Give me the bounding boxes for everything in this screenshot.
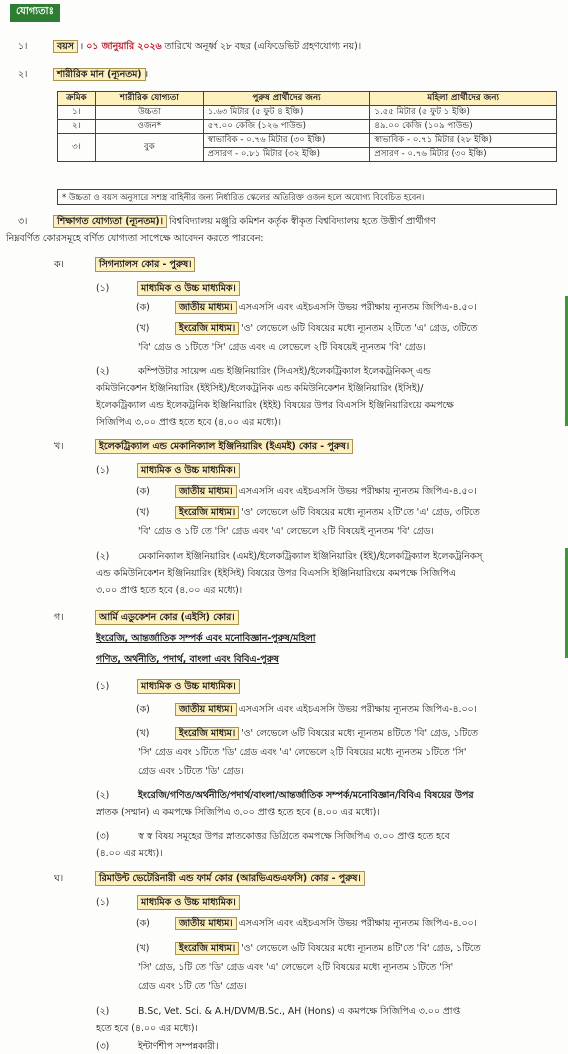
sub-number: (খ): [136, 728, 150, 739]
para-number: (১): [96, 283, 110, 294]
corps-title-signals: সিগন্যালস কোর - পুরুষ।: [96, 258, 194, 271]
english-medium-line: ইংরেজি মাধ্যম। 'ও' লেভেলে ৬টি বিষয়ের মধ্যে ন্যূনতম ২টিতে 'এ' গ্রেড, ৩টিতে: [176, 322, 477, 335]
item-number: ২।: [18, 69, 28, 80]
english-medium-line: ইংরেজি মাধ্যম। 'ও' লেভেলে ৬টি বিষয়ের মধ্যে ন্যূনতম ৪টিতে 'বি' গ্রেড, ১টিতে: [176, 727, 478, 740]
para-heading: মাধ্যমিক ও উচ্চ মাধ্যমিক।: [138, 896, 239, 909]
para-number: (১): [96, 465, 110, 476]
age-line: বয়স । ০১ জানুয়ারি ২০২৬ তারিখে অনূর্ধ্ব ২৮ বছর (এফিডেভিট গ্রহণযোগ্য নয়)।: [54, 40, 361, 53]
english-medium-cont: 'বি' গ্রেড ও ১টি তে 'সি' গ্রেড এবং 'এ' লেভেলে ২টি বিষয়েই ন্যূনতম 'বি' গ্রেড।: [138, 526, 434, 537]
para-text: মেকানিক্যাল ইঞ্জিনিয়ারিং (এমই)/ইলেকট্রিক্যাল ইঞ্জিনিয়ারিং (ইই)/ইলেকট্রিক্যাল ইলেকট্রনিকস্: [138, 551, 483, 562]
corps-letter: ঘ।: [54, 873, 64, 884]
para-heading: মাধ্যমিক ও উচ্চ মাধ্যমিক।: [138, 464, 239, 477]
table-cell: ২।: [58, 120, 96, 134]
english-medium-line: ইংরেজি মাধ্যম। 'ও' লেভেলে ৬টি বিষয়ের মধ্যে ন্যূনতম ২টি'তে 'এ' গ্রেড, ৩টিতে: [176, 506, 480, 519]
table-cell: স্বাভাবিক - ০.৭৬ মিটার (৩০ ইঞ্চি): [203, 134, 370, 148]
sub-number: (ক): [136, 486, 150, 497]
table-row: [58, 134, 557, 148]
table-header: পুরুষ প্রার্থীদের জন্য: [203, 92, 370, 106]
education-label: শিক্ষাগত যোগ্যতা (ন্যূনতম)।: [54, 216, 166, 227]
table-header-row: [58, 92, 557, 106]
para-text: স্নাতক (সম্মান) এ কমপক্ষে সিজিপিএ ৩.০০ প্রাপ্ত হতে হবে (৪.০০ এর মধ্যে)।: [96, 807, 380, 818]
national-medium-line: জাতীয় মাধ্যম। এসএসসি এবং এইচএসসি উভয় পরীক্ষায় ন্যূনতম জিপিএ-৪.০০।: [176, 917, 477, 930]
corps-letter: গ।: [54, 612, 64, 623]
corps-letter: খ।: [54, 441, 64, 452]
english-medium-cont: 'সি' গ্রেড এবং ১টিতে 'ডি' গ্রেড এবং 'এ' লেভেলে ২টি বিষয়ের মধ্যে ন্যূনতম ১টিতে 'সি': [138, 747, 467, 758]
para-number: (৩): [96, 831, 110, 842]
table-cell: ১.৬৩ মিটার (৫ ফুট ৪ ইঞ্চি): [203, 106, 370, 120]
english-medium-line: ইংরেজি মাধ্যম। 'ও' লেভেলে ৬টি বিষয়ের মধ্যে ন্যূনতম ৪টি'তে 'বি' গ্রেড, ১টিতে: [176, 942, 481, 955]
para-number: (৩): [96, 1041, 110, 1052]
physical-standard-table: [57, 91, 557, 162]
para-text: ইলেকট্রিক্যাল এন্ড ইলেকট্রনিক ইঞ্জিনিয়ারিং (ইইই) বিষয়ের উপর বিএসসি ইঞ্জিনিয়ারিংয়ে কমপক্ষে: [96, 400, 454, 411]
table-row: [58, 106, 557, 120]
para-text: হতে হবে (৪.০০ এর মধ্যে)।: [96, 1023, 198, 1034]
national-medium-line: জাতীয় মাধ্যম। এসএসসি এবং এইচএসসি উভয় পরীক্ষায় ন্যূনতম জিপিএ-৪.০০।: [176, 703, 477, 716]
para-text: স্ব স্ব বিষয় সমূহের উপর স্নাতকোত্তর ডিগ্রিতে কমপক্ষে সিজিপিএ ৩.০০ প্রাপ্ত হতে হবে: [138, 831, 450, 842]
table-cell: ৪৯.০০ কেজি (১০৯ পাউন্ড): [370, 120, 557, 134]
corps-title-eme: ইলেকট্রিক্যাল এন্ড মেকানিক্যাল ইঞ্জিনিয়ারিং (ইএমই) কোর - পুরুষ।: [96, 440, 352, 453]
english-medium-cont: গ্রেড এবং ১টিতে 'ডি' গ্রেড।: [138, 766, 244, 777]
sub-number: (খ): [136, 507, 150, 518]
para-text: কম্পিউটার সায়েন্স এন্ড ইঞ্জিনিয়ারিং (সিএসই)/ইলেকট্রিক্যাল ইলেকট্রনিকস্ এন্ড: [138, 366, 431, 377]
physical-standard-heading: শারীরিক মান (ন্যূনতম) ।: [54, 68, 148, 81]
sub-number: (খ): [136, 943, 150, 954]
section-heading: যোগ্যতাঃ: [10, 4, 60, 22]
para-number: (১): [96, 681, 110, 692]
item-number: ১।: [18, 41, 28, 52]
table-note: * উচ্চতা ও বয়স অনুসারে সশস্ত্র বাহিনীর জন্য নির্ধারিত স্কেলের অতিরিক্ত ওজন হলে অযোগ্য বিবেচিত হবেন।: [57, 189, 557, 205]
corps-title-rvfc: রিমাউন্ট ভেটেরিনারী এন্ড ফার্ম কোর (আরভিএন্ডএফসি) কোর - পুরুষ।: [96, 872, 364, 885]
table-cell: ওজন*: [95, 120, 203, 134]
para-text: ইংরেজি/গণিত/অর্থনীতি/পদার্থ/বাংলা/আন্তর্জাতিক সম্পর্ক/মনোবিজ্ঞান/বিবিএ বিষয়ের উপর: [138, 790, 474, 801]
para-text: সিজিপিএ ৩.০০ প্রাপ্ত হতে হবে (৪.০০ এর মধ্যে)।: [96, 417, 281, 428]
para-text: ৩.০০ প্রাপ্ত হতে হবে (৪.০০ এর মধ্যে)।: [96, 585, 243, 596]
para-heading: মাধ্যমিক ও উচ্চ মাধ্যমিক।: [138, 680, 239, 693]
para-number: (২): [96, 1006, 110, 1017]
sub-number: (ক): [136, 704, 150, 715]
sub-number: (ক): [136, 302, 150, 313]
english-medium-cont: গ্রেড এবং ১টি তে 'ডি' গ্রেড।: [138, 981, 247, 992]
table-cell: ৫৭.০০ কেজি (১২৬ পাউন্ড): [203, 120, 370, 134]
table-cell: স্বাভাবিক - ০.৭১ মিটার (২৮ ইঞ্চি): [370, 134, 557, 148]
age-text: তারিখে অনূর্ধ্ব ২৮ বছর (এফিডেভিট গ্রহণযোগ্য নয়)।: [164, 41, 362, 52]
corps-letter: ক।: [54, 259, 64, 270]
education-intro: শিক্ষাগত যোগ্যতা (ন্যূনতম)। বিশ্ববিদ্যালয় মঞ্জুরি কমিশন কর্তৃক স্বীকৃত বিশ্ববিদ্যালয় হতে উত্তীর্ণ প্রার্থীগণ: [54, 215, 436, 228]
table-cell: বুক: [95, 134, 203, 162]
table-header: শারীরিক যোগ্যতা: [95, 92, 203, 106]
table-header: ক্রমিক: [58, 92, 96, 106]
cutoff-date: ০১ জানুয়ারি ২০২৬: [86, 41, 162, 52]
national-medium-line: জাতীয় মাধ্যম। এসএসসি এবং এইচএসসি উভয় পরীক্ষায় ন্যূনতম জিপিএ-৪.৫০।: [176, 301, 477, 314]
education-intro-cont: নিম্নবর্ণিত কোরসমূহে বর্ণিত যোগ্যতা সাপেক্ষে আবেদন করতে পারবেন:: [6, 233, 264, 244]
corps-title-aec: আর্মি এডুকেশন কোর (এইসি) কোর।: [96, 611, 238, 624]
para-number: (২): [96, 790, 110, 801]
para-text: কমিউনিকেশন ইঞ্জিনিয়ারিং (ইইসিই)/ইলেকট্রনিক এন্ড কমিউনিকেশন ইঞ্জিনিয়ারিং (ইসিই)/: [96, 383, 424, 394]
para-number: (১): [96, 897, 110, 908]
sub-number: (ক): [136, 918, 150, 929]
para-heading: মাধ্যমিক ও উচ্চ মাধ্যমিক।: [138, 282, 239, 295]
para-text: (৪.০০ এর মধ্যে)।: [96, 848, 163, 859]
para-number: (২): [96, 366, 110, 377]
aec-subjects-male: গণিত, অর্থনীতি, পদার্থ, বাংলা এবং বিবিএ-পুরুষ: [96, 654, 279, 665]
english-medium-cont: 'বি' গ্রেড ও ১টিতে 'সি' গ্রেড এবং এ লেভেলে ২টি বিষয়েই ন্যূনতম 'বি' গ্রেড।: [138, 342, 426, 353]
table-row: [58, 120, 557, 134]
para-text: B.Sc, Vet. Sci. & A.H/DVM/B.Sc., AH (Hons) এ কমপক্ষে সিজিপিএ ৩.০০ প্রাপ্ত: [138, 1006, 461, 1017]
table-cell: ৩।: [58, 134, 96, 162]
table-header: মহিলা প্রার্থীদের জন্য: [370, 92, 557, 106]
age-label: বয়স: [54, 41, 77, 52]
para-text: এন্ড কমিউনিকেশন ইঞ্জিনিয়ারিং (ইইসিই) বিষয়ের উপর বিএসসি ইঞ্জিনিয়ারিংয়ে কমপক্ষে সিজিপিএ: [96, 568, 456, 579]
national-medium-line: জাতীয় মাধ্যম। এসএসসি এবং এইচএসসি উভয় পরীক্ষায় ন্যূনতম জিপিএ-৪.৫০।: [176, 485, 477, 498]
table-cell: উচ্চতা: [95, 106, 203, 120]
english-medium-cont: 'সি' গ্রেড, ১টি তে 'ডি' গ্রেড এবং 'এ' লেভেলে ২টি বিষয়ের মধ্যে ন্যূনতম ১টিতে 'সি': [138, 962, 454, 973]
table-cell: প্রসারণ - ০.৮১ মিটার (৩২ ইঞ্চি): [203, 148, 370, 162]
para-text: ইন্টার্ণশীপ সম্পন্নকারী।: [138, 1041, 219, 1052]
sub-number: (খ): [136, 323, 150, 334]
para-number: (২): [96, 551, 110, 562]
table-cell: ১.৫৫ মিটার (৫ ফুট ১ ইঞ্চি): [370, 106, 557, 120]
table-cell: প্রসারণ - ০.৭৬ মিটার (৩০ ইঞ্চি): [370, 148, 557, 162]
aec-subjects-male-female: ইংরেজি, আন্তর্জাতিক সম্পর্ক এবং মনোবিজ্ঞান-পুরুষ/মহিলা: [96, 633, 316, 644]
table-cell: ১।: [58, 106, 96, 120]
item-number: ৩।: [18, 216, 28, 227]
